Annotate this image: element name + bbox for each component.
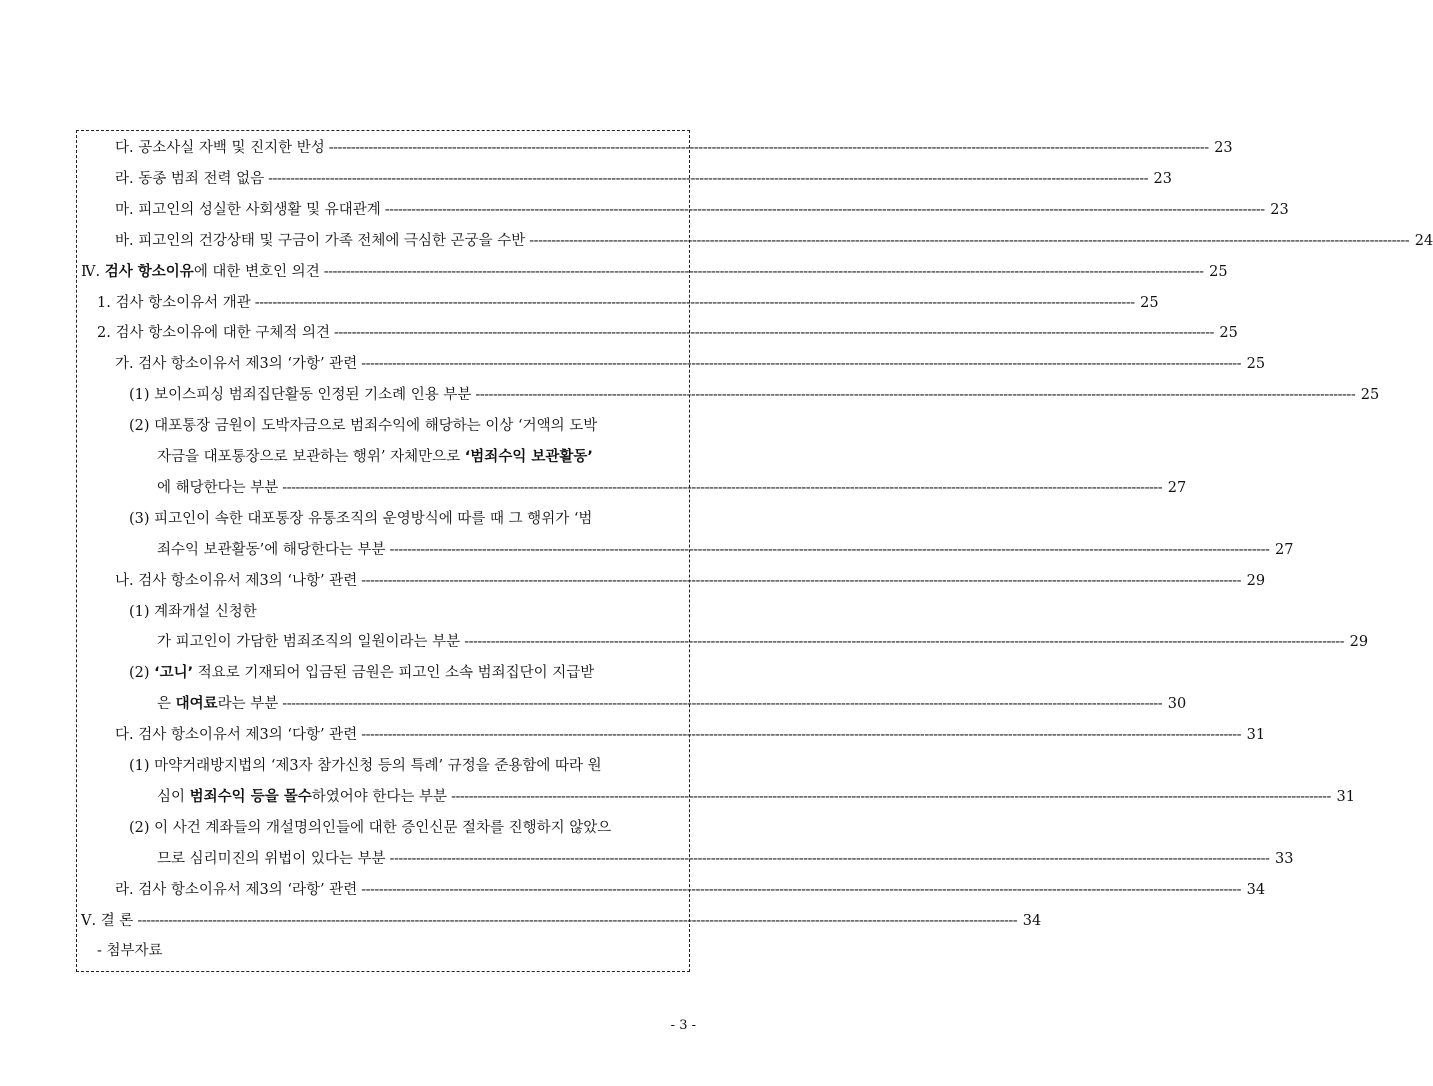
toc-line <box>77 442 689 472</box>
toc-entry-text: 라. 동종 범죄 전력 없음 <box>115 170 265 187</box>
toc-line <box>77 380 1380 410</box>
toc-leader: -------------------------------------------------------------------------------------------------------------------------------------------------------------------------------------------------------- <box>361 356 1242 373</box>
page-number: - 3 - <box>670 1018 696 1033</box>
toc-page-number: 30 <box>1167 696 1187 713</box>
toc-entry-text: 마. 피고인의 성실한 사회생활 및 유대관계 <box>115 201 381 218</box>
toc-leader: -------------------------------------------------------------------------------------------------------------------------------------------------------------------------------------------------------- <box>464 634 1345 651</box>
toc-leader: -------------------------------------------------------------------------------------------------------------------------------------------------------------------------------------------------------- <box>451 788 1331 805</box>
toc-page-number: 23 <box>1153 170 1172 187</box>
toc-line <box>77 473 1187 503</box>
toc-entry-text: 은 대여료라는 부분 <box>157 696 279 713</box>
toc-line <box>77 535 1294 565</box>
toc-leader: -------------------------------------------------------------------------------------------------------------------------------------------------------------------------------------------------------- <box>361 881 1242 898</box>
toc-entry-text: Ⅳ. 검사 항소이유에 대한 변호인 의견 <box>81 263 320 280</box>
toc-line <box>77 195 1289 225</box>
toc-entry-text: (3) 피고인이 속한 대포통장 유통조직의 운영방식에 따를 때 그 행위가 ‘범 <box>129 510 593 527</box>
toc-entry-text: 자금을 대포통장으로 보관하는 행위’ 자체만으로 ‘범죄수익 보관활동’ <box>157 449 593 465</box>
toc-line <box>77 720 1266 750</box>
toc-line <box>77 844 1294 874</box>
toc-entry-text: 라. 검사 항소이유서 제3의 ‘라항’ 관련 <box>115 881 358 898</box>
toc-leader: -------------------------------------------------------------------------------------------------------------------------------------------------------------------------------------------------------- <box>328 140 1209 156</box>
toc-page-number: 29 <box>1349 634 1369 651</box>
toc-page-number: 25 <box>1219 325 1238 342</box>
toc-entry-text: 2. 검사 항소이유에 대한 구체적 의견 <box>97 325 330 342</box>
toc-page-number: 33 <box>1274 850 1294 867</box>
table-of-contents <box>76 130 1433 972</box>
toc-line <box>77 411 689 441</box>
toc-line <box>77 936 689 966</box>
toc-leader: -------------------------------------------------------------------------------------------------------------------------------------------------------------------------------------------------------- <box>282 696 1163 713</box>
toc-line <box>77 751 689 781</box>
toc-page-number: 23 <box>1270 201 1289 218</box>
toc-line <box>77 133 1233 163</box>
toc-entry-text: 에 해당한다는 부분 <box>157 479 279 496</box>
toc-entry-text: Ⅴ. 결 론 <box>81 912 134 929</box>
toc-line <box>77 504 689 534</box>
toc-leader: -------------------------------------------------------------------------------------------------------------------------------------------------------------------------------------------------------- <box>333 325 1214 342</box>
toc-page-number: 23 <box>1214 140 1233 156</box>
toc-line <box>77 658 689 688</box>
toc-line <box>77 875 1266 905</box>
toc-leader: -------------------------------------------------------------------------------------------------------------------------------------------------------------------------------------------------------- <box>389 541 1270 558</box>
toc-entry-text: 가. 검사 항소이유서 제3의 ‘가항’ 관련 <box>115 356 358 373</box>
toc-line <box>77 288 1159 318</box>
toc-entry-text: 죄수익 보관활동’에 해당한다는 부분 <box>157 541 386 558</box>
toc-page-number: 31 <box>1336 788 1355 805</box>
toc-entry-text: (1) 보이스피싱 범죄집단활동 인정된 기소례 인용 부분 <box>129 387 472 404</box>
toc-entry-text: 1. 검사 항소이유서 개관 <box>97 294 251 311</box>
toc-line <box>77 164 1172 194</box>
toc-entry-text: 다. 검사 항소이유서 제3의 ‘다항’ 관련 <box>115 727 358 744</box>
toc-line <box>77 813 689 843</box>
toc-entry-text: (2) 이 사건 계좌들의 개설명의인들에 대한 증인신문 절차를 진행하지 않았으 <box>129 819 612 836</box>
toc-entry-text: (1) 마약거래방지법의 ‘제3자 참가신청 등의 특례’ 규정을 준용함에 따라 원 <box>129 758 602 774</box>
toc-line <box>77 566 1266 596</box>
toc-line <box>77 782 1355 812</box>
toc-leader: -------------------------------------------------------------------------------------------------------------------------------------------------------------------------------------------------------- <box>389 850 1270 867</box>
toc-leader: -------------------------------------------------------------------------------------------------------------------------------------------------------------------------------------------------------- <box>529 232 1410 249</box>
toc-page-number: 27 <box>1274 541 1294 558</box>
toc-line <box>77 257 1228 287</box>
toc-page-number: 24 <box>1414 232 1433 249</box>
toc-entry-text: (1) 계좌개설 신청한 <box>129 603 257 620</box>
toc-line <box>77 906 1042 936</box>
toc-page-number: 25 <box>1140 294 1159 311</box>
toc-entry-text: (2) 대포통장 금원이 도박자금으로 범죄수익에 해당하는 이상 ‘거액의 도박 <box>129 418 598 435</box>
toc-leader: -------------------------------------------------------------------------------------------------------------------------------------------------------------------------------------------------------- <box>282 479 1163 496</box>
toc-entry-text: 바. 피고인의 건강상태 및 구금이 가족 전체에 극심한 곤궁을 수반 <box>115 232 526 249</box>
toc-leader: -------------------------------------------------------------------------------------------------------------------------------------------------------------------------------------------------------- <box>361 572 1242 589</box>
toc-leader: -------------------------------------------------------------------------------------------------------------------------------------------------------------------------------------------------------- <box>475 387 1356 404</box>
toc-page-number: 29 <box>1246 572 1266 589</box>
toc-page-number: 25 <box>1246 356 1266 373</box>
toc-entry-text: 나. 검사 항소이유서 제3의 ‘나항’ 관련 <box>115 572 358 589</box>
toc-leader: -------------------------------------------------------------------------------------------------------------------------------------------------------------------------------------------------------- <box>268 170 1148 187</box>
toc-line <box>77 318 1238 348</box>
toc-page-number: 27 <box>1167 479 1187 496</box>
toc-leader: -------------------------------------------------------------------------------------------------------------------------------------------------------------------------------------------------------- <box>361 727 1242 744</box>
toc-leader: -------------------------------------------------------------------------------------------------------------------------------------------------------------------------------------------------------- <box>384 201 1265 218</box>
toc-page-number: 25 <box>1360 387 1380 404</box>
toc-entry-text: (2) ‘고니’ 적요로 기재되어 입금된 금원은 피고인 소속 범죄집단이 지급받 <box>129 665 595 682</box>
toc-line <box>77 689 1187 719</box>
toc-page-number: 34 <box>1022 912 1042 929</box>
toc-entry-text: 심이 범죄수익 등을 몰수하였어야 한다는 부분 <box>157 788 448 805</box>
toc-page-number: 25 <box>1209 263 1228 280</box>
toc-line <box>77 627 1369 657</box>
toc-entry-text: - 첨부자료 <box>97 943 163 960</box>
toc-page-number: 31 <box>1246 727 1266 744</box>
toc-entry-text: 므로 심리미진의 위법이 있다는 부분 <box>157 850 386 867</box>
toc-line <box>77 597 689 627</box>
toc-line <box>77 226 1433 256</box>
toc-entry-text: 다. 공소사실 자백 및 진지한 반성 <box>115 140 325 156</box>
toc-entry-text: 가 피고인이 가담한 범죄조직의 일원이라는 부분 <box>157 634 461 651</box>
toc-page-number: 34 <box>1246 881 1266 898</box>
toc-leader: -------------------------------------------------------------------------------------------------------------------------------------------------------------------------------------------------------- <box>137 912 1018 929</box>
toc-leader: -------------------------------------------------------------------------------------------------------------------------------------------------------------------------------------------------------- <box>323 263 1204 280</box>
toc-line <box>77 349 1266 379</box>
toc-leader: -------------------------------------------------------------------------------------------------------------------------------------------------------------------------------------------------------- <box>254 294 1135 311</box>
